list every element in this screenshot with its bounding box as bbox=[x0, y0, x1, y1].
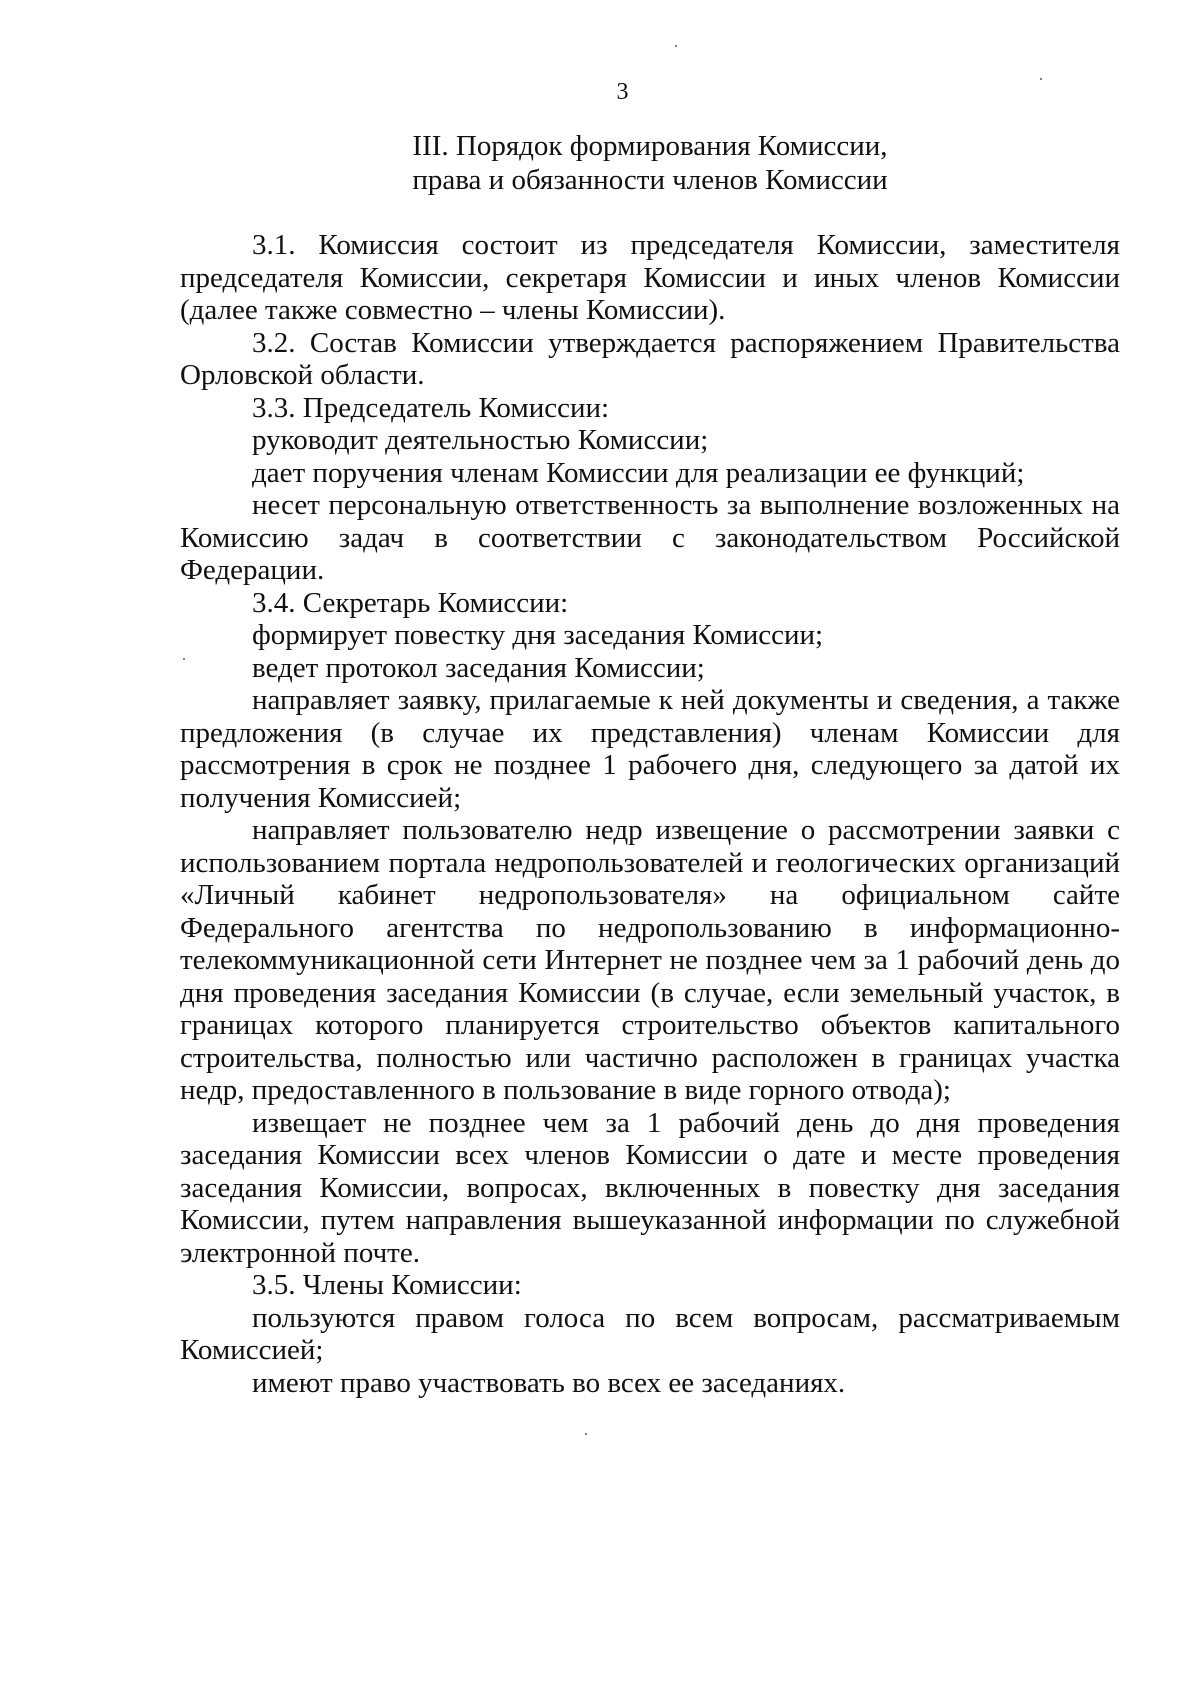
scan-speck bbox=[585, 1433, 587, 1435]
member-right-2: имеют право участвовать во всех ее заседаниях. bbox=[252, 1366, 846, 1399]
section-heading-line-1: III. Порядок формирования Комиссии, bbox=[412, 130, 888, 162]
document-body bbox=[180, 229, 1120, 1399]
paragraph-3-3-title: 3.3. Председатель Комиссии: bbox=[252, 391, 610, 424]
secretary-duty-3: направляет заявку, прилагаемые к ней документы и сведения, а также предложения (в случае их представления) членам Комиссии для рассмотрения в срок не позднее 1 рабочего дня, следующего за датой их получения Комиссией; bbox=[180, 684, 1120, 814]
chairman-duty-2: дает поручения членам Комиссии для реализации ее функций; bbox=[252, 456, 1025, 489]
paragraph-3-4-title: 3.4. Секретарь Комиссии: bbox=[252, 586, 569, 619]
chairman-duty-1: руководит деятельностью Комиссии; bbox=[252, 424, 709, 456]
chairman-duty-3: несет персональную ответственность за выполнение возложенных на Комиссию задач в соответствии с законодательством Российской Федерации. bbox=[180, 489, 1120, 586]
secretary-duty-5: извещает не позднее чем за 1 рабочий день до дня проведения заседания Комиссии всех членов Комиссии о дате и месте проведения заседания Комиссии, вопросах, включенных в повестку дня заседания Комиссии, путем направления вышеуказанной информации по служебной электронной почте. bbox=[180, 1106, 1120, 1269]
member-right-1: пользуются правом голоса по всем вопросам, рассматриваемым Комиссией; bbox=[180, 1301, 1120, 1366]
scan-speck bbox=[675, 45, 677, 47]
section-heading bbox=[180, 129, 1120, 197]
secretary-duty-2: ведет протокол заседания Комиссии; bbox=[252, 651, 705, 684]
secretary-duty-1: формирует повестку дня заседания Комиссии; bbox=[252, 619, 824, 651]
paragraph-3-2: 3.2. Состав Комиссии утверждается распоряжением Правительства Орловской области. bbox=[180, 326, 1120, 391]
secretary-duty-4: направляет пользователю недр извещение о рассмотрении заявки с использованием портала недропользователей и геологических организаций «Личный кабинет недропользователя» на официальном сайте Федерального агентства по недропользованию в информационно-телекоммуникационной сети Интернет не позднее чем за 1 рабочий день до дня проведения заседания Комиссии (в случае, если земельный участок, в границах которого планируется строительство объектов капитального строительства, полностью или частично расположен в границах участка недр, предоставленного в пользование в виде горного отвода); bbox=[180, 814, 1120, 1106]
page-number: 3 bbox=[616, 79, 629, 105]
section-heading-line-2: права и обязанности членов Комиссии bbox=[412, 164, 888, 196]
paragraph-3-1: 3.1. Комиссия состоит из председателя Комиссии, заместителя председателя Комиссии, секретаря Комиссии и иных членов Комиссии (далее также совместно – члены Комиссии). bbox=[180, 229, 1120, 326]
paragraph-3-5-title: 3.5. Члены Комиссии: bbox=[252, 1269, 522, 1301]
